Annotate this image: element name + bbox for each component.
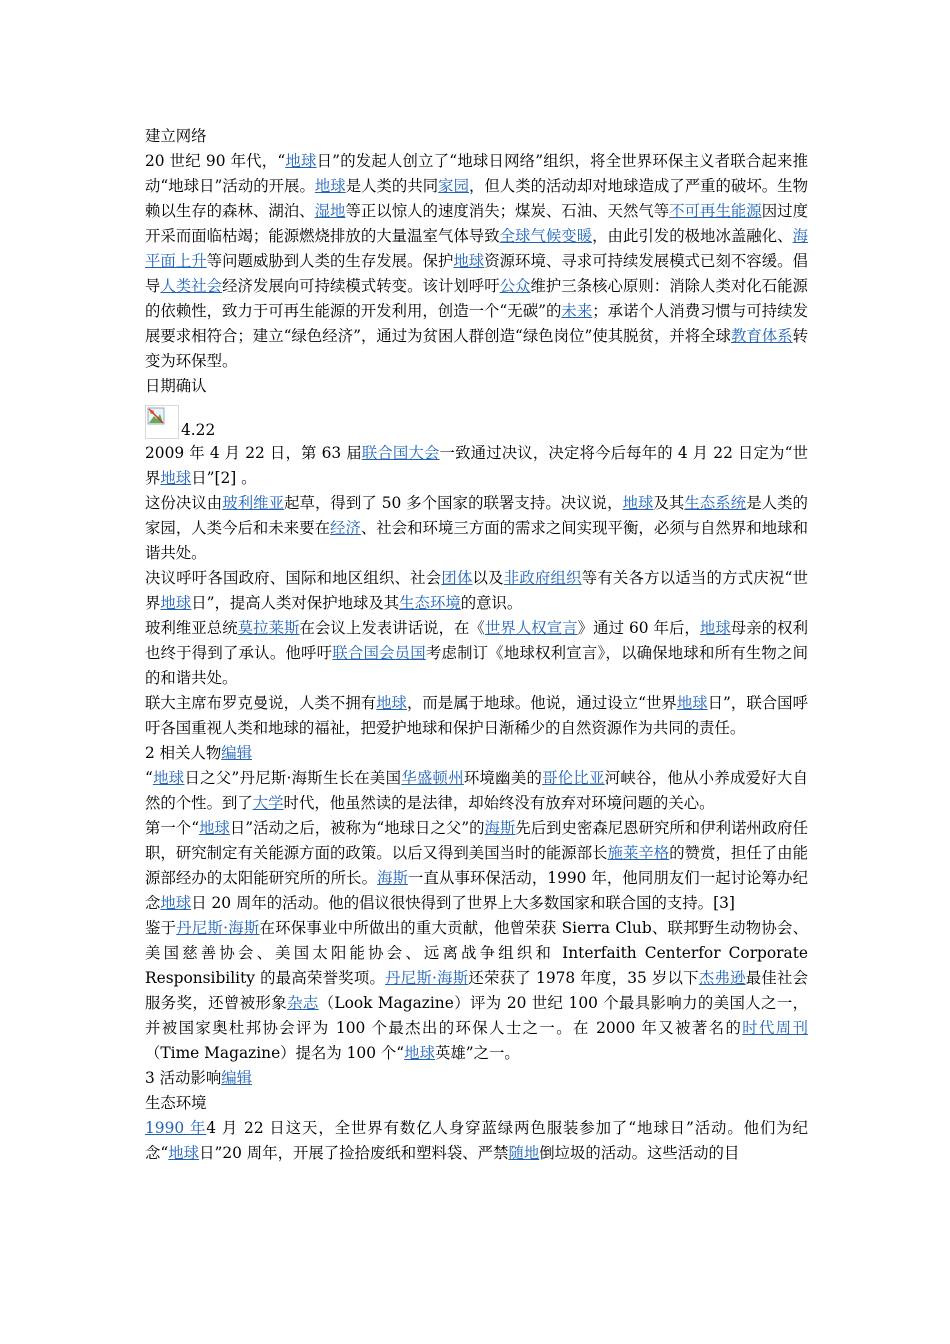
- document-body: [145, 124, 808, 1166]
- hyperlink[interactable]: 地球: [314, 177, 346, 195]
- hyperlink[interactable]: 随地: [508, 1144, 540, 1162]
- hyperlink[interactable]: 1990 年: [145, 1119, 207, 1137]
- hyperlink[interactable]: 未来: [561, 302, 593, 320]
- text-run: 决议呼吁各国政府、国际和地区组织、社会: [145, 569, 442, 587]
- text-run: 等正以惊人的速度消失；煤炭、石油、天然气等: [345, 202, 670, 220]
- text-run: 在环保事业中所做出的重大贡献，他曾荣获 Sierra Club、联邦野生动物协会、美国慈善协会、美国太阳能协会、远离战争组织和 Interfaith Centerfor Corporate Responsibility 的最高荣誉奖项。: [145, 919, 808, 987]
- para-awards: [145, 916, 808, 1066]
- hyperlink[interactable]: 大学: [252, 794, 284, 812]
- hyperlink[interactable]: 华盛顿州: [401, 769, 464, 787]
- text-run: 等问题威胁到人类的生存发展。保护: [206, 252, 454, 270]
- hyperlink[interactable]: 杰弗逊: [698, 969, 746, 987]
- text-run: ，但人类的活动却对地球造成了严重的破坏。生物赖以生存的森林、湖泊、: [145, 177, 808, 220]
- hyperlink[interactable]: 地球: [160, 469, 192, 487]
- text-run: 日”，联合国呼吁各国重视人类和地球的福祉，把爱护地球和保护日渐稀少的自然资源作为共同的责任。: [145, 694, 808, 737]
- hyperlink[interactable]: 地球: [152, 769, 185, 787]
- hyperlink[interactable]: 地球: [376, 694, 407, 712]
- text-run: 河峡谷，他从小养成爱好大自然的个性。到了: [145, 769, 808, 812]
- hyperlink[interactable]: 非政府组织: [503, 569, 582, 587]
- hyperlink[interactable]: 施莱辛格: [607, 844, 670, 862]
- hyperlink[interactable]: 地球: [622, 494, 654, 512]
- heading-impact: [145, 1066, 808, 1091]
- text-run: 日期确认: [145, 377, 207, 395]
- text-run: 3 活动影响: [145, 1069, 222, 1087]
- para-1990: [145, 1116, 808, 1166]
- hyperlink[interactable]: 时代周刊: [742, 1019, 808, 1037]
- hyperlink[interactable]: 地球: [199, 819, 230, 837]
- text-run: 建立网络: [145, 127, 207, 145]
- text-run: 考虑制订《地球权利宣言》，以确保地球和所有生物之间的和谐共处。: [145, 644, 808, 687]
- text-run: 的意识。: [460, 594, 523, 612]
- text-run: 先后到史密森尼恩研究所和伊利诺州政府任职，研究制定有关能源方面的政策。以后又得到美国当时的能源部长: [145, 819, 808, 862]
- hyperlink[interactable]: 公众: [499, 277, 531, 295]
- text-run: 、社会和环境三方面的需求之间实现平衡，必须与自然界和地球和谐共处。: [145, 519, 808, 562]
- hyperlink[interactable]: 湿地: [314, 202, 346, 220]
- hyperlink[interactable]: 哥伦比亚: [542, 769, 605, 787]
- hyperlink[interactable]: 不可再生能源: [669, 202, 762, 220]
- text-run: 母亲的权利也终于得到了承认。他呼吁: [145, 619, 808, 662]
- text-run: 一致通过决议，决定将今后每年的 4 月 22 日定为“世界: [145, 444, 808, 487]
- hyperlink[interactable]: 生态系统: [684, 494, 747, 512]
- text-run: 在会议上发表讲话说，在《: [299, 619, 485, 637]
- text-run: 是人类的共同: [345, 177, 439, 195]
- hyperlink[interactable]: 海平面上升: [145, 227, 808, 270]
- text-run: 鉴于: [145, 919, 177, 937]
- para-brockmann: [145, 691, 808, 741]
- hyperlink[interactable]: 地球: [453, 252, 485, 270]
- text-run: （Time Magazine）提名为 100 个“: [145, 1044, 405, 1062]
- hyperlink[interactable]: 地球: [285, 152, 317, 170]
- text-run: 英雄”之一。: [434, 1044, 520, 1062]
- text-run: 经济发展向可持续模式转变。该计划呼吁: [222, 277, 500, 295]
- hyperlink[interactable]: 教育体系: [730, 327, 793, 345]
- text-run: 起草，得到了 50 多个国家的联署支持。决议说，: [284, 494, 623, 512]
- para-call: [145, 566, 808, 616]
- hyperlink[interactable]: 地球: [168, 1144, 200, 1162]
- hyperlink[interactable]: 家园: [438, 177, 469, 195]
- text-run: 日”的发起人创立了“地球日网络”组织，将全世界环保主义者联合起来推动“地球日”活动的开展。: [145, 152, 808, 195]
- text-run: 玻利维亚总统: [145, 619, 238, 637]
- text-run: 转变为环保型。: [145, 327, 808, 370]
- hyperlink[interactable]: 人类社会: [160, 277, 223, 295]
- hyperlink[interactable]: 丹尼斯·海斯: [176, 919, 260, 937]
- text-run: 时代，他虽然读的是法律，却始终没有放弃对环境问题的关心。: [283, 794, 715, 812]
- image-caption: 4.22: [181, 421, 216, 439]
- para-father: [145, 766, 808, 816]
- heading-date-confirm: [145, 374, 808, 399]
- text-run: 4 月 22 日这天，全世界有数亿人身穿蓝绿两色服装参加了“地球日”活动。他们为纪念“: [145, 1119, 808, 1162]
- hyperlink[interactable]: 杂志: [287, 994, 319, 1012]
- para-resolution: [145, 491, 808, 566]
- hyperlink[interactable]: 海斯: [484, 819, 516, 837]
- hyperlink[interactable]: 编辑: [221, 744, 253, 762]
- hyperlink[interactable]: 经济: [330, 519, 361, 537]
- hyperlink[interactable]: 全球气候变暖: [499, 227, 593, 245]
- text-run: “: [145, 769, 153, 787]
- hyperlink[interactable]: 丹尼斯·海斯: [385, 969, 469, 987]
- text-run: ，由此引发的极地冰盖融化、: [592, 227, 793, 245]
- text-run: 2 相关人物: [145, 744, 222, 762]
- text-run: 还荣获了 1978 年度，35 岁以下: [468, 969, 699, 987]
- text-run: 的赞赏，担任了由能源部经办的太阳能研究所的所长。: [145, 844, 808, 887]
- hyperlink[interactable]: 地球: [699, 619, 731, 637]
- hyperlink[interactable]: 地球: [676, 694, 708, 712]
- text-run: 环境幽美的: [463, 769, 543, 787]
- text-run: 等有关各方以适当的方式庆祝“世界: [145, 569, 808, 612]
- text-run: 及其: [653, 494, 685, 512]
- heading-ecology: [145, 1091, 808, 1116]
- para-2009: [145, 441, 808, 491]
- para-hayes: [145, 816, 808, 916]
- text-run: 是人类的家园，人类今后和未来要在: [145, 494, 808, 537]
- image-row: [145, 399, 808, 439]
- text-run: （Look Magazine）评为 20 世纪 100 个最具影响力的美国人之一，并被国家奥杜邦协会评为 100 个最杰出的环保人士之一。在 2000 年又被著名的: [145, 994, 808, 1037]
- hyperlink[interactable]: 玻利维亚: [222, 494, 285, 512]
- hyperlink[interactable]: 联合国会员国: [332, 644, 426, 662]
- hyperlink[interactable]: 团体: [441, 569, 473, 587]
- text-run: 日”[2] 。: [191, 469, 257, 487]
- hyperlink[interactable]: 生态环境: [399, 594, 461, 612]
- text-run: 第一个“: [145, 819, 200, 837]
- text-run: 》通过 60 年后，: [577, 619, 700, 637]
- heading-people: [145, 741, 808, 766]
- text-run: 资源环境、寻求可持续发展模式已刻不容缓。倡导: [145, 252, 808, 295]
- text-run: 日”20 周年，开展了捡拾废纸和塑料袋、严禁: [199, 1144, 509, 1162]
- hyperlink[interactable]: 地球: [160, 894, 192, 912]
- text-run: 这份决议由: [145, 494, 223, 512]
- hyperlink[interactable]: 编辑: [221, 1069, 253, 1087]
- text-run: 最佳社会服务奖，还曾被形象: [145, 969, 808, 1012]
- para-network: [145, 149, 808, 374]
- text-run: 倒垃圾的活动。这些活动的目: [539, 1144, 740, 1162]
- text-run: 2009 年 4 月 22 日，第 63 届: [145, 444, 362, 462]
- text-run: 日 20 周年的活动。他的倡议很快得到了世界上大多数国家和联合国的支持。[3]: [191, 894, 735, 912]
- text-run: 以及: [472, 569, 504, 587]
- hyperlink[interactable]: 海斯: [377, 869, 409, 887]
- text-run: 20 世纪 90 年代，“: [145, 152, 286, 170]
- text-run: 日”，提高人类对保护地球及其: [191, 594, 400, 612]
- hyperlink[interactable]: 世界人权宣言: [484, 619, 578, 637]
- text-run: 一直从事环保活动，1990 年，他同朋友们一起讨论筹办纪念: [145, 869, 808, 912]
- text-run: 联大主席布罗克曼说，人类不拥有: [145, 694, 377, 712]
- heading-build-network: [145, 124, 808, 149]
- hyperlink[interactable]: 地球: [160, 594, 192, 612]
- text-run: 日”活动之后，被称为“地球日之父”的: [229, 819, 485, 837]
- text-run: ，而是属于地球。他说，通过设立“世界: [406, 694, 677, 712]
- broken-image-icon: [145, 405, 179, 439]
- text-run: 日之父”丹尼斯·海斯生长在美国: [184, 769, 402, 787]
- text-run: 生态环境: [145, 1094, 207, 1112]
- text-run: ；承诺个人消费习惯与可持续发展要求相符合；建立“绿色经济”，通过为贫困人群创造“绿色岗位”使其脱贫，并将全球: [145, 302, 808, 345]
- hyperlink[interactable]: 莫拉莱斯: [237, 619, 300, 637]
- para-morales: [145, 616, 808, 691]
- text-run: 维护三条核心原则：消除人类对化石能源的依赖性，致力于可再生能源的开发利用，创造一个“无碳”的: [145, 277, 808, 320]
- hyperlink[interactable]: 地球: [404, 1044, 435, 1062]
- hyperlink[interactable]: 联合国大会: [361, 444, 440, 462]
- text-run: 因过度开采而面临枯竭；能源燃烧排放的大量温室气体导致: [145, 202, 808, 245]
